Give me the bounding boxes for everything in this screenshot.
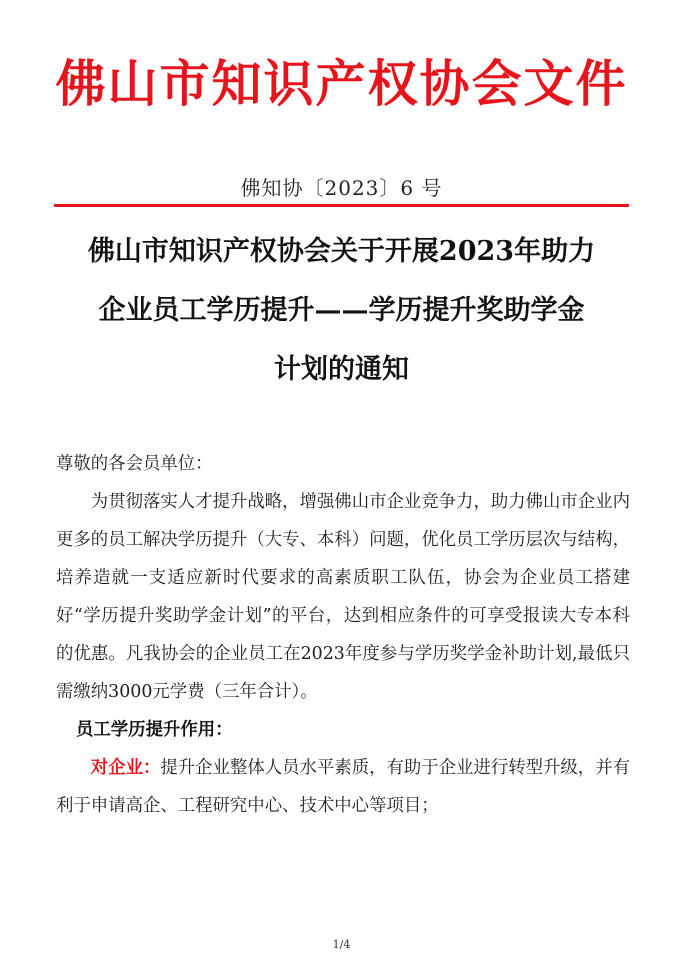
- org-header-title: 佛山市知识产权协会文件: [55, 55, 628, 113]
- title-line-2: 企业员工学历提升——学历提升奖助学金: [98, 295, 585, 326]
- section-heading: 员工学历提升作用：: [76, 720, 233, 740]
- notice-title: [40, 222, 643, 399]
- title-line-1: 佛山市知识产权协会关于开展2023年助力: [87, 236, 596, 267]
- enterprise-text: 提升企业整体人员水平素质，有助于企业进行转型升级，并有利于申请高企、工程研究中心、技术中心等项目；: [56, 758, 630, 816]
- page-number: 1/4: [332, 938, 351, 951]
- red-divider-line: [54, 204, 629, 207]
- salutation: 尊敬的各会员单位：: [56, 454, 213, 474]
- enterprise-paragraph: [56, 749, 630, 825]
- intro-paragraph: 为贯彻落实人才提升战略，增强佛山市企业竞争力，助力佛山市企业内更多的员工解决学历提升（大专、本科）问题，优化员工学历层次与结构，培养造就一支适应新时代要求的高素质职工队伍，协会为企业员工搭建好“学历提升奖助学金计划”的平台，达到相应条件的可享受报读大专本科的优惠。凡我协会的企业员工在2023年度参与学历奖学金补助计划,最低只需缴纳3000元学费（三年合计）。: [56, 492, 630, 702]
- enterprise-lead-label: 对企业：: [90, 758, 161, 778]
- notice-body: [56, 445, 630, 825]
- title-line-3: 计划的通知: [274, 354, 409, 385]
- document-number: 佛知协〔2023〕6 号: [240, 176, 443, 200]
